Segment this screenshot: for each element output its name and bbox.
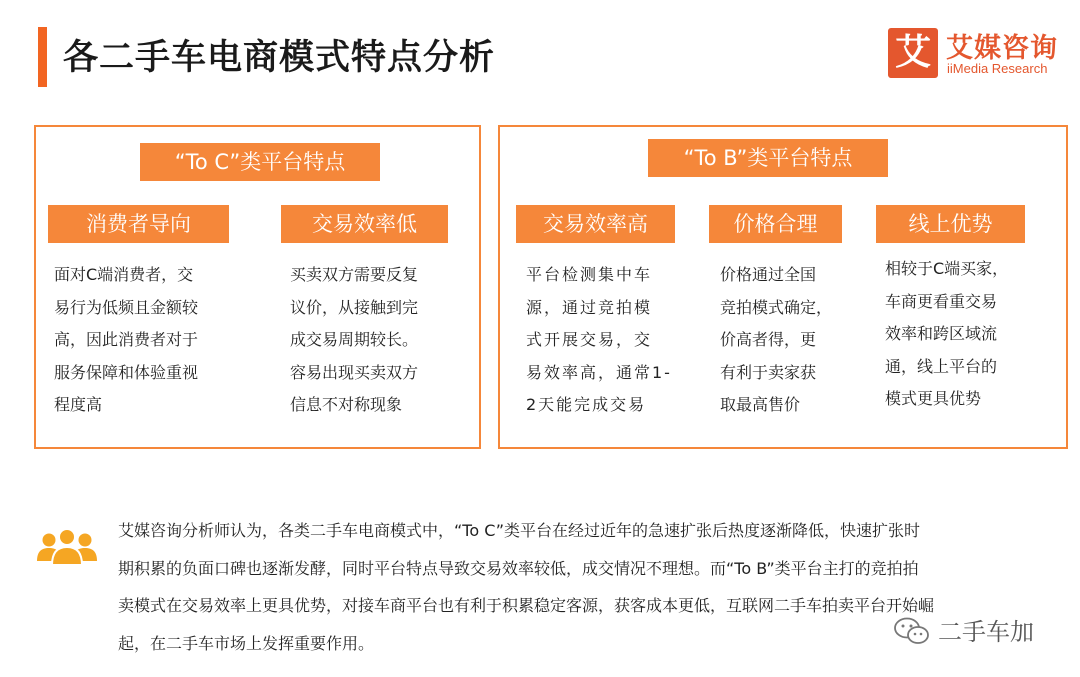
page-title: 各二手车电商模式特点分析 (63, 38, 496, 78)
to-b-heading: “To B”类平台特点 (648, 139, 888, 177)
to-c-panel (34, 125, 481, 449)
analysts-group-icon (36, 527, 98, 567)
watermark-text: 二手车加 (938, 618, 1034, 646)
feature-desc-high-efficiency: 平台检测集中车 源，通过竞拍模 式开展交易，交 易效率高，通常1- 2天能完成交易 (526, 265, 672, 414)
feature-label-high-efficiency: 交易效率高 (516, 205, 675, 243)
feature-desc-low-efficiency: 买卖双方需要反复 议价，从接触到完 成交易周期较长。 容易出现买卖双方 信息不对称现象 (290, 265, 419, 414)
logo-mark: 艾 (888, 28, 938, 78)
feature-label-low-efficiency: 交易效率低 (281, 205, 448, 243)
title-accent-bar (38, 27, 47, 87)
iimedia-logo (888, 28, 1068, 84)
feature-label-fair-price: 价格合理 (709, 205, 842, 243)
logo-name-en: iiMedia Research (947, 61, 1048, 76)
to-c-heading: “To C”类平台特点 (140, 143, 380, 181)
analyst-conclusion: 艾媒咨询分析师认为，各类二手车电商模式中，“To C”类平台在经过近年的急速扩张后热度逐渐降低，快速扩张时 期积累的负面口碑也逐渐发酵，同时平台特点导致交易效率较低，成交情况不理想。而“To B”类平台主打的竞拍拍 卖模式在交易效率上更具优势，对接车商平台也有利于积累稳定客源，获客成本更低，互联网二手车拍卖平台开始崛 起，在二手车市场上发挥重要作用。 (118, 521, 935, 653)
wechat-icon (892, 616, 932, 646)
feature-desc-consumer-oriented: 面对C端消费者，交 易行为低频且金额较 高，因此消费者对于 服务保障和体验重视 程度高 (54, 265, 199, 414)
logo-name-cn: 艾媒咨询 (946, 33, 1058, 64)
to-b-panel (498, 125, 1068, 449)
feature-label-online-advantage: 线上优势 (876, 205, 1025, 243)
feature-desc-fair-price: 价格通过全国 竞拍模式确定， 价高者得，更 有利于卖家获 取最高售价 (720, 265, 833, 414)
feature-label-consumer-oriented: 消费者导向 (48, 205, 229, 243)
feature-desc-online-advantage: 相较于C端买家， 车商更看重交易 效率和跨区域流 通，线上平台的 模式更具优势 (885, 259, 1009, 408)
